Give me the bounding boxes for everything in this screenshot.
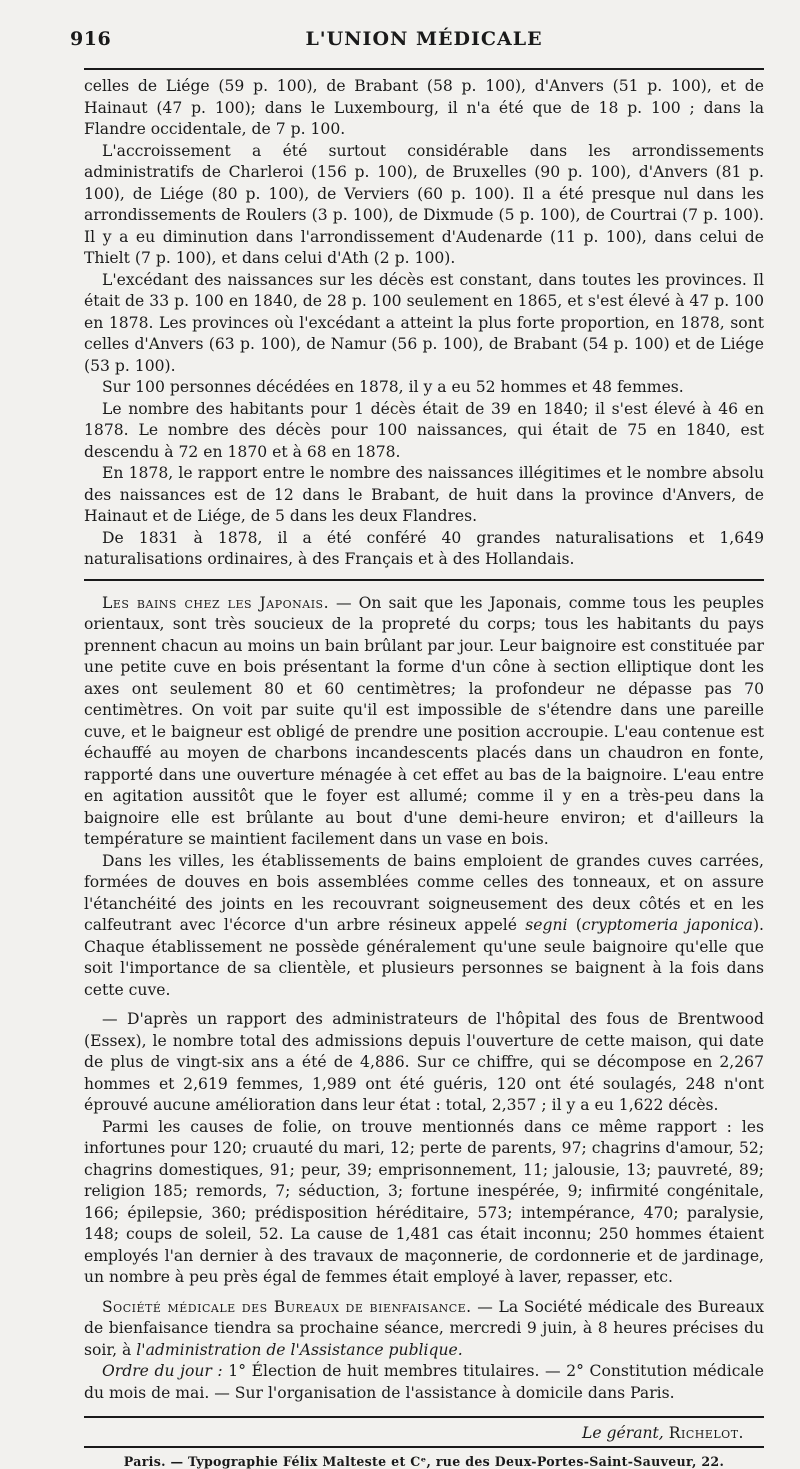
- spacer: [84, 1404, 764, 1412]
- bains-text-2b: (: [567, 916, 582, 934]
- brentwood-section: [84, 1009, 764, 1289]
- stats-paragraph-6: En 1878, le rapport entre le nombre des naissances illégitimes et le nombre absolu des naissances est de 12 dans le Brabant, de huit dans la province d'Anvers, de Hainaut et de Liége, de 5 dans les deux Flandres.: [84, 464, 764, 525]
- societe-text-1: — La Société médicale des Bureaux de bienfaisance tiendra sa prochaine séance, mercredi 9 juin, à 8 heures précises du soir, à: [84, 1297, 764, 1359]
- bains-paragraph-2: [84, 851, 764, 1002]
- ordre-du-jour: [84, 1361, 764, 1404]
- assistance-publique: l'administration de l'Assistance publique.: [136, 1340, 463, 1359]
- bains-text-2a: Dans les villes, les établissements de bains emploient de grandes cuves carrées, formées de douves en bois assemblées comme celles des tonneaux, et on assure l'étanchéité des joints en les recouvrant soigneusement des deux côtés et en les calfeutrant avec l'écorce d'un arbre résineux appelé: [84, 851, 764, 934]
- page-number: 916: [70, 28, 112, 50]
- segni-term: segni: [525, 916, 568, 934]
- signature-name: Richelot.: [668, 1424, 744, 1442]
- stats-paragraph-5: Le nombre des habitants pour 1 décès était de 39 en 1840; il s'est élevé à 46 en 1878. Le nombre des décès pour 100 naissances, qui était de 75 en 1840, est descendu à 72 en 1870 et à 68 en 1878.: [84, 399, 764, 461]
- ordre-text: 1° Élection de huit membres titulaires. — 2° Constitution médicale du mois de mai. — Sur l'organisation de l'assistance à domicile dans Paris.: [84, 1362, 764, 1402]
- spacer: [84, 1289, 764, 1297]
- section-rule: [84, 579, 764, 581]
- societe-title: Société médicale des Bureaux de bienfaisance.: [102, 1297, 472, 1316]
- stats-paragraph-3: L'excédant des naissances sur les décès est constant, dans toutes les provinces. Il était de 33 p. 100 en 1840, de 28 p. 100 seulement en 1865, et s'est élevé à 47 p. 100 en 1878. Les provinces où l'excédant a atteint la plus forte proportion, en 1878, sont celles d'Anvers (63 p. 100), de Namur (56 p. 100), de Brabant (54 p. 100) et de Liége (53 p. 100).: [84, 270, 764, 375]
- running-head: L'UNION MÉDICALE: [305, 28, 543, 50]
- brentwood-paragraph-1: — D'après un rapport des administrateurs de l'hôpital des fous de Brentwood (Essex), le nombre total des admissions depuis l'ouverture de cette maison, qui date de plus de vingt-six ans a été de 4,886. Sur ce chiffre, qui se décompose en 2,267 hommes et 2,619 femmes, 1,989 ont été guéris, 120 ont été soulagés, 248 n'ont éprouvé aucune amélioration dans leur état : total, 2,357 ; il y a eu 1,622 décès.: [84, 1010, 764, 1114]
- stats-paragraph-2: L'accroissement a été surtout considérable dans les arrondissements administratifs de Charleroi (156 p. 100), de Bruxelles (90 p. 100), d'Anvers (81 p. 100), de Liége (80 p. 100), de Verviers (60 p. 100). Il a été presque nul dans les arrondissements de Roulers (3 p. 100), de Dixmude (5 p. 100), de Courtrai (7 p. 100). Il y a eu diminution dans l'arrondissement d'Audenarde (11 p. 100), dans celui de Thielt (7 p. 100), et dans celui d'Ath (2 p. 100).: [84, 141, 764, 267]
- footer-rule-bottom: [84, 1446, 764, 1448]
- statistics-section: [84, 76, 764, 571]
- ordre-label: Ordre du jour :: [102, 1362, 223, 1380]
- printer-imprint: Paris. — Typographie Félix Malteste et Cᵉ, rue des Deux-Portes-Saint-Sauveur, 22.: [123, 1454, 725, 1469]
- signature: [84, 1424, 764, 1442]
- societe-section: [84, 1297, 764, 1405]
- footer-rule-top: [84, 1416, 764, 1418]
- bains-paragraph-1: [84, 593, 764, 851]
- signature-label: Le gérant,: [582, 1424, 664, 1442]
- stats-paragraph-7: De 1831 à 1878, il a été conféré 40 grandes naturalisations et 1,649 naturalisations ordinaires, à des Français et à des Hollandais.: [84, 528, 764, 568]
- bains-title: Les bains chez les Japonais.: [102, 593, 330, 612]
- spacer: [84, 1001, 764, 1009]
- cryptomeria-term: cryptomeria japonica: [581, 916, 753, 934]
- header-rule: [84, 68, 764, 70]
- bains-text-2c: ). Chaque établissement ne possède généralement qu'une seule baignoire qu'elle que soit l'importance de sa clientèle, et plusieurs personnes se baignent à la fois dans cette cuve.: [84, 916, 764, 999]
- brentwood-paragraph-2: Parmi les causes de folie, on trouve mentionnés dans ce même rapport : les infortunes pour 120; cruauté du mari, 12; perte de parents, 97; chagrins d'amour, 52; chagrins domestiques, 91; peur, 39; emprisonnement, 11; jalousie, 13; pauvreté, 89; religion 185; remords, 7; séduction, 3; fortune inespérée, 9; infirmité congénitale, 166; épilepsie, 360; prédisposition héréditaire, 573; intempérance, 470; paralysie, 148; coups de soleil, 52. La cause de 1,481 cas était inconnu; 250 hommes étaient employés l'an dernier à des travaux de maçonnerie, de cordonnerie et de jardinage, un nombre à peu près égal de femmes était employé à laver, repasser, etc.: [84, 1117, 764, 1286]
- stats-paragraph-4: Sur 100 personnes décédées en 1878, il y a eu 52 hommes et 48 femmes.: [102, 378, 684, 396]
- stats-paragraph-1: celles de Liége (59 p. 100), de Brabant (58 p. 100), d'Anvers (51 p. 100), et de Hainaut (47 p. 100); dans le Luxembourg, il n'a été que de 18 p. 100 ; dans la Flandre occidentale, de 7 p. 100.: [84, 77, 764, 138]
- page-header: [70, 26, 764, 54]
- societe-paragraph-1: [84, 1297, 764, 1362]
- bains-text-1: — On sait que les Japonais, comme tous les peuples orientaux, sont très soucieux de la propreté du corps; tous les habitants du pays prennent chacun au moins un bain brûlant par jour. Leur baignoire est constituée par une petite cuve en bois présentant la forme d'un cône à section elliptique dont les axes ont seulement 80 et 60 centimètres; la profondeur ne dépasse pas 70 centimètres. On voit par suite qu'il est impossible de s'étendre dans une pareille cuve, et le baigneur est obligé de prendre une position accroupie. L'eau contenue est échauffé au moyen de charbons incandescents placés dans un chaudron en fonte, rapporté dans une ouverture ménagée à cet effet au bas de la baignoire. L'eau entre en agitation aussitôt que le foyer est allumé; comme il y en a très-peu dans la baignoire elle est brûlante au bout d'une demi-heure environ; et d'ailleurs la température se maintient facilement dans un vase en bois.: [84, 593, 765, 848]
- bains-section: [84, 593, 764, 1002]
